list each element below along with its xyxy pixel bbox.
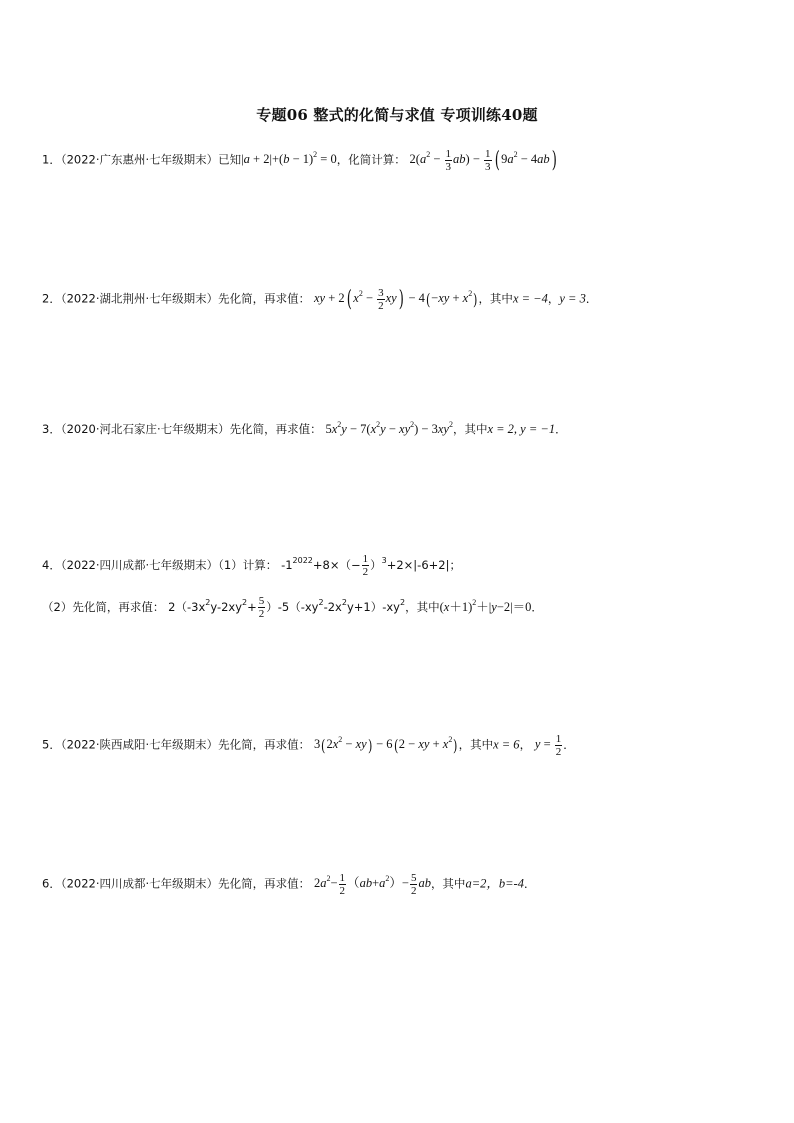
part-1-expression: $-1^{2022}+8\times(-$ $\frac{1}{2}$ ）$^3$+2×|-6+2|； [281,553,461,578]
separator: ， [547,291,560,306]
problem-end: ． [563,737,575,752]
main-expression: $2(a^2$ − $\frac{1}{3}$ ab) − $\frac{1}{3}$ ( $9a^2 - 4ab$) [409,147,557,173]
page-title: 专题06 整式的化简与求值 专项训练40题 [256,106,538,124]
problem-tail: ，其中 [478,291,513,306]
problem-tail: ，其中 [405,600,440,614]
problem-source: （2022·广东惠州·七年级期末） [60,152,219,167]
value-x: x = −4 [512,291,548,306]
problem-lead: 先化简，再求值： [218,876,311,891]
condition: $(x+1)^2+|y-2|=0$ [439,598,532,614]
problem-lead: 先化简，再求值： [218,737,311,752]
problem-source: （2020·河北石家庄·七年级期末） [60,422,230,436]
value-y: y = $\frac{1}{2}$ [534,733,562,758]
part-2-label: （2）先化简，再求值： [42,600,165,614]
value-x: x = 6 [493,737,520,752]
problem-lead: 先化简，再求值： [218,291,311,306]
problem-end: ． [555,422,567,436]
problem-number: 2． [42,291,61,306]
problem-tail: ，其中 [430,876,466,891]
problem-source: （2022·陕西咸阳·七年级期末） [60,737,219,752]
problem-number: 5． [42,737,61,752]
part-1-label: （1）计算： [218,558,278,572]
problem-3 [42,420,764,438]
problem-2 [42,287,764,312]
main-expression: $2a^2-$ $\frac{1}{2}$ $(ab+a^2)-$ $\frac{5}{2}$ ab [313,872,431,897]
separator: ， [519,737,532,752]
problem-source: （2022·四川成都·七年级期末） [60,876,219,891]
values: x = 2, y = −1 [487,422,556,436]
problem-end: ． [523,876,536,891]
problem-4 [42,553,764,578]
main-expression: $5x^2y - 7(x^2y - xy^2) - 3xy^2$ [325,420,453,436]
condition-expression: $|a + 2|+(b - 1)^2 = 0$ [241,150,337,167]
problem-tail: ，其中 [458,737,494,752]
problem-number: 1． [42,152,61,167]
values: a=2，b=-4 [465,876,524,891]
problem-end: ． [531,600,543,614]
main-expression: $3(2x^2 - xy) - 6(2$ − xy + $x^2$) [313,735,458,755]
problem-4-part-2 [42,595,543,620]
problem-lead: 先化简，再求值： [229,422,322,436]
problem-tail: ，其中 [452,422,488,436]
problem-source: （2022·四川成都·七年级期末） [60,558,219,572]
problem-5 [42,733,764,758]
problem-source: （2022·湖北荆州·七年级期末） [60,291,219,306]
problem-lead: 已知 [218,152,242,167]
main-expression: xy + 2( $x^2$ − $\frac{3}{2}$ $xy) - 4(-xy + x^2)$ [313,286,478,312]
problem-number: 4． [42,558,61,572]
problem-number: 3． [42,422,61,436]
problem-1 [42,148,764,173]
part-2-expression: $2(-3x^2y-2xy^2+$ $\frac{5}{2}$ ）$-5(-xy^2-2x^2y+1)-xy^2$ [168,595,406,620]
problem-6 [42,872,764,897]
problem-mid: ，化简计算： [336,152,406,167]
value-y: y = 3 [559,291,586,306]
problem-end: ． [585,291,598,306]
problem-number: 6． [42,876,61,891]
